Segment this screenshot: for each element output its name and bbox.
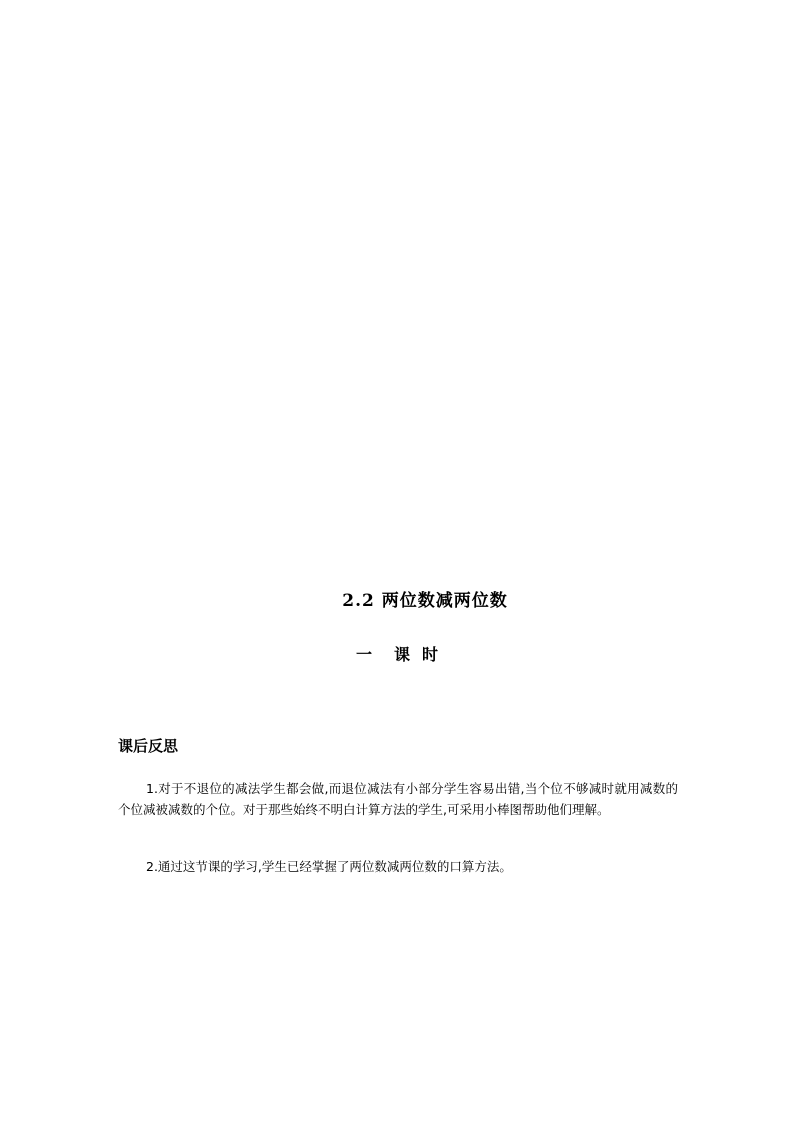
section-heading: 课后反思	[118, 737, 179, 755]
subtitle-part-3: 时	[422, 645, 439, 664]
lesson-subtitle	[0, 642, 794, 665]
lesson-title: 2.2 两位数减两位数	[342, 591, 508, 611]
subtitle-part-2: 课	[393, 645, 410, 664]
reflection-paragraph-1: 1.对于不退位的减法学生都会做,而退位减法有小部分学生容易出错,当个位不够减时就用减数的个位减被减数的个位。对于那些始终不明白计算方法的学生,可采用小棒图帮助他们理解。	[118, 781, 678, 817]
reflection-paragraph-2: 2.通过这节课的学习,学生已经掌握了两位数减两位数的口算方法。	[146, 859, 512, 874]
subtitle-part-1: 一	[355, 645, 372, 664]
